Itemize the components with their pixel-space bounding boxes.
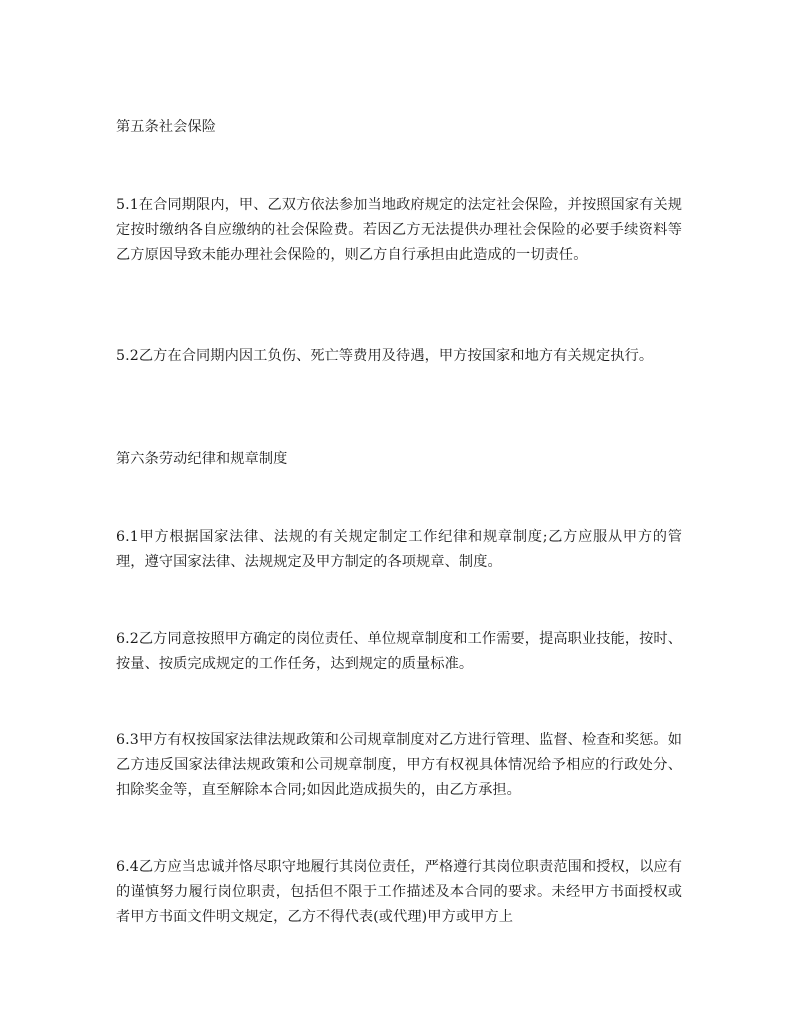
clause-6-1: 6.1甲方根据国家法律、法规的有关规定制定工作纪律和规章制度;乙方应服从甲方的管理，遵守国家法律、法规规定及甲方制定的各项规章、制度。 xyxy=(116,529,682,570)
clause-5-1: 5.1在合同期限内，甲、乙双方依法参加当地政府规定的法定社会保险，并按照国家有关规定按时缴纳各自应缴纳的社会保险费。若因乙方无法提供办理社会保险的必要手续资料等乙方原因导致未能办理社会保险的，则乙方自行承担由此造成的一切责任。 xyxy=(116,197,682,263)
section-heading-article-6: 第六条劳动纪律和规章制度 xyxy=(116,451,288,467)
section-heading-article-5: 第五条社会保险 xyxy=(116,119,217,135)
clause-5-2: 5.2乙方在合同期内因工负伤、死亡等费用及待遇，甲方按国家和地方有关规定执行。 xyxy=(116,348,654,364)
clause-6-2: 6.2乙方同意按照甲方确定的岗位责任、单位规章制度和工作需要，提高职业技能，按时、按量、按质完成规定的工作任务，达到规定的质量标准。 xyxy=(116,631,682,672)
clause-6-3: 6.3甲方有权按国家法律法规政策和公司规章制度对乙方进行管理、监督、检查和奖惩。如乙方违反国家法律法规政策和公司规章制度，甲方有权视具体情况给予相应的行政处分、扣除奖金等，直至解除本合同;如因此造成损失的，由乙方承担。 xyxy=(116,732,682,798)
clause-6-4: 6.4乙方应当忠诚并恪尽职守地履行其岗位责任，严格遵行其岗位职责范围和授权，以应有的谨慎努力履行岗位职责，包括但不限于工作描述及本合同的要求。未经甲方书面授权或者甲方书面文件明文规定，乙方不得代表(或代理)甲方或甲方上 xyxy=(116,859,682,925)
